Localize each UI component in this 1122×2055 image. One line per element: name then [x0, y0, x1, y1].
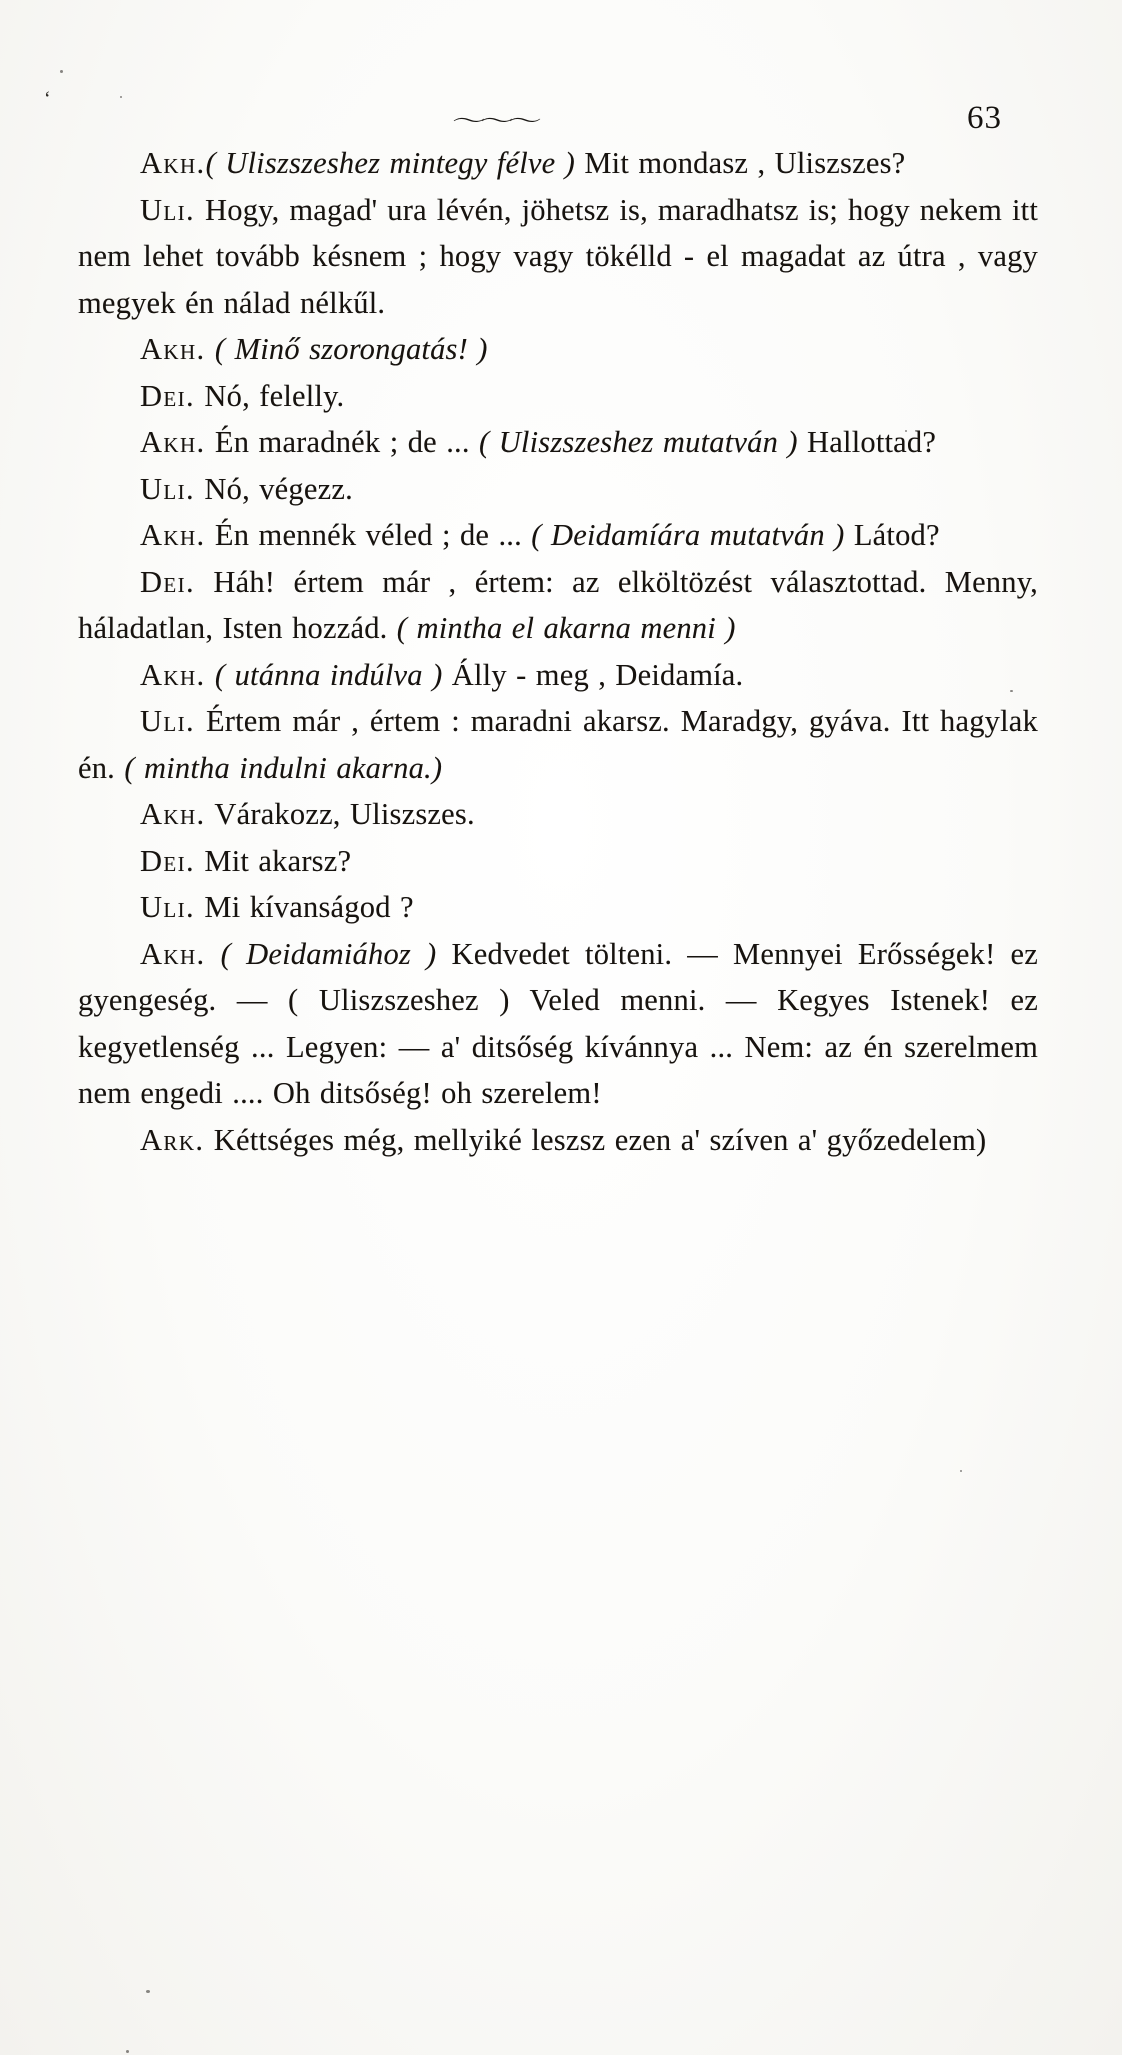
line-text: Várakozz, Uliszszes. — [205, 797, 475, 831]
speaker-label: Akh. — [140, 936, 206, 971]
body-text — [78, 140, 1038, 1163]
line-text: Kedvedet tölteni. — Mennyei Erősségek! ez gyengeség. — ( Uliszszeshez ) Veled menni. — Kegyes Istenek! ez kegyetlenség ... Legyen: — a' ditsőség kívánnya ... Nem: az én szerelmem nem engedi .... Oh ditsőség! oh szerelem! — [78, 936, 1038, 1110]
dialogue-line — [78, 652, 1038, 699]
speaker-label: Akh. — [140, 657, 206, 692]
speaker-label: Akh. — [140, 332, 206, 366]
dialogue-line — [78, 559, 1038, 652]
stage-direction: ( Deidamíára mutatván ) — [531, 518, 845, 552]
dialogue-line — [78, 419, 1038, 466]
speaker-label: Akh. — [140, 518, 206, 552]
corner-mark-glyph: ʻ — [44, 88, 51, 110]
speaker-label: Akh. — [140, 797, 206, 831]
stage-direction: ( Minő szorongatás! ) — [214, 332, 488, 366]
dialogue-line — [78, 512, 1038, 559]
line-text: Kéttséges még, mellyiké leszsz ezen a' szíven a' győzedelem) — [204, 1122, 987, 1157]
speaker-label: Uli. — [140, 890, 196, 924]
stage-direction: ( Deidamiához ) — [220, 936, 437, 971]
line-text-before: Én mennék véled ; de ... — [205, 518, 532, 552]
dialogue-line — [78, 140, 1038, 187]
page-header — [0, 52, 1122, 136]
line-text: Látod? — [844, 518, 940, 552]
stage-direction: ( Uliszszeshez mintegy félve ) — [205, 146, 576, 180]
stage-direction: ( Uliszszeshez mutatván ) — [479, 425, 798, 459]
dialogue-line — [78, 373, 1038, 420]
ornament-divider: 〜〜〜 — [452, 108, 536, 134]
line-text: Nó, felelly. — [195, 378, 345, 413]
line-text-before: Háh! értem már , értem: az elköltözést választottad. Menny, háladatlan, Isten hozzád. — [78, 564, 1038, 645]
stage-direction: ( mintha el akarna menni ) — [396, 611, 736, 645]
page-number: 63 — [967, 100, 1002, 136]
dialogue-line — [78, 931, 1038, 1117]
speaker-label: Dei. — [140, 564, 196, 599]
stage-direction: ( utánna indúlva ) — [214, 657, 443, 692]
line-text: Hallottad? — [797, 425, 937, 459]
speaker-label: Dei. — [140, 378, 196, 413]
line-text-before: Én maradnék ; de ... — [205, 425, 480, 459]
speaker-label: Uli. — [140, 471, 196, 506]
speaker-label: Ark. — [140, 1122, 205, 1157]
dialogue-line — [78, 187, 1038, 327]
line-text-before: Értem már , értem : maradni akarsz. Maradgy, gyáva. Itt hagylak én. — [78, 704, 1038, 785]
dialogue-line — [78, 1117, 1038, 1164]
speaker-label: Dei. — [140, 843, 196, 878]
dialogue-line — [78, 326, 1038, 373]
speaker-label: Uli. — [140, 192, 196, 227]
line-text-before — [206, 937, 221, 971]
dialogue-line — [78, 884, 1038, 931]
line-text: Hogy, magad' ura lévén, jöhetsz is, maradhatsz is; hogy nekem itt nem lehet tovább késnem ; hogy vagy tökélld - el magadat az útra , vagy megyek én nálad nélkűl. — [78, 192, 1038, 320]
dialogue-line — [78, 698, 1038, 791]
dialogue-line — [78, 838, 1038, 885]
line-text: Nó, végezz. — [195, 471, 353, 506]
line-text: Mit akarsz? — [195, 843, 352, 878]
line-text-before — [206, 658, 215, 692]
line-text: Álly - meg , Deidamía. — [442, 657, 744, 692]
speaker-label: Uli. — [140, 704, 196, 738]
speaker-label: Akh. — [140, 146, 206, 180]
line-text: Mi kívanságod ? — [195, 890, 414, 924]
dialogue-line — [78, 791, 1038, 838]
line-text: Mit mondasz , Uliszszes? — [575, 146, 906, 180]
dialogue-line — [78, 466, 1038, 513]
speaker-label: Akh. — [140, 425, 206, 459]
stage-direction: ( mintha indulni akarna.) — [124, 750, 443, 785]
